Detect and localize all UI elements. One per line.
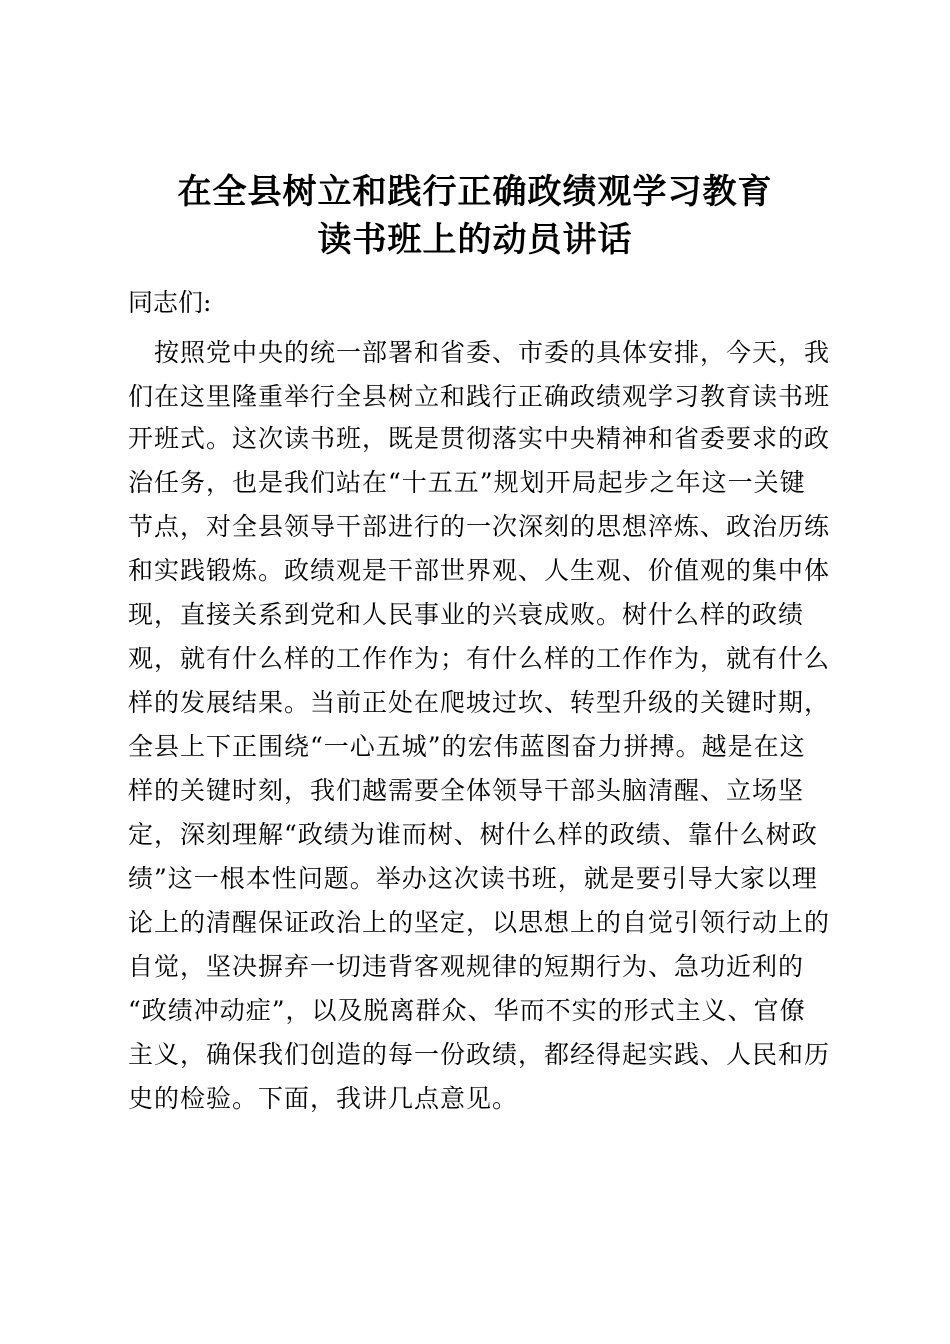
paragraph-line: 全县上下正围绕“一心五城”的宏伟蓝图奋力拼搏。越是在这 [128,732,806,761]
paragraph-line: 绩”这一根本性问题。举办这次读书班，就是要引导大家以理 [128,864,818,893]
paragraph-line: “政绩冲动症”，以及脱离群众、华而不实的形式主义、官僚 [128,996,806,1025]
paragraph-line: 开班式。这次读书班，既是贯彻落实中央精神和省委要求的政 [128,424,831,453]
paragraph-line: 主义，确保我们创造的每一份政绩，都经得起实践、人民和历 [128,1040,831,1069]
paragraph-line: 定，深刻理解“政绩为谁而树、树什么样的政绩、靠什么树政 [128,820,818,849]
paragraph-line: 史的检验。下面，我讲几点意见。 [128,1084,519,1113]
document-title-line-1: 在全县树立和践行正确政绩观学习教育 [177,172,773,212]
paragraph-line: 和实践锻炼。政绩观是干部世界观、人生观、价值观的集中体 [128,556,831,585]
paragraph-line: 自觉，坚决摒弃一切违背客观规律的短期行为、急功近利的 [128,952,805,981]
paragraph-line: 现，直接关系到党和人民事业的兴衰成败。树什么样的政绩 [128,600,805,629]
paragraph-line: 观，就有什么样的工作作为；有什么样的工作作为，就有什么 [128,644,831,673]
paragraph-line: 样的关键时刻，我们越需要全体领导干部头脑清醒、立场坚 [128,776,805,805]
paragraph-line: 节点，对全县领导干部进行的一次深刻的思想淬炼、政治历练 [128,512,831,541]
salutation: 同志们: [128,288,212,317]
paragraph-line: 论上的清醒保证政治上的坚定，以思想上的自觉引领行动上的 [128,908,831,937]
document-title-line-2: 读书班上的动员讲话 [317,220,633,260]
paragraph-line: 们在这里隆重举行全县树立和践行正确政绩观学习教育读书班 [128,382,831,411]
paragraph-line: 治任务，也是我们站在“十五五”规划开局起步之年这一关键 [128,468,806,497]
paragraph-line: 按照党中央的统一部署和省委、市委的具体安排，今天，我 [128,338,831,367]
paragraph-line: 样的发展结果。当前正处在爬坡过坎、转型升级的关键时期， [128,688,831,717]
